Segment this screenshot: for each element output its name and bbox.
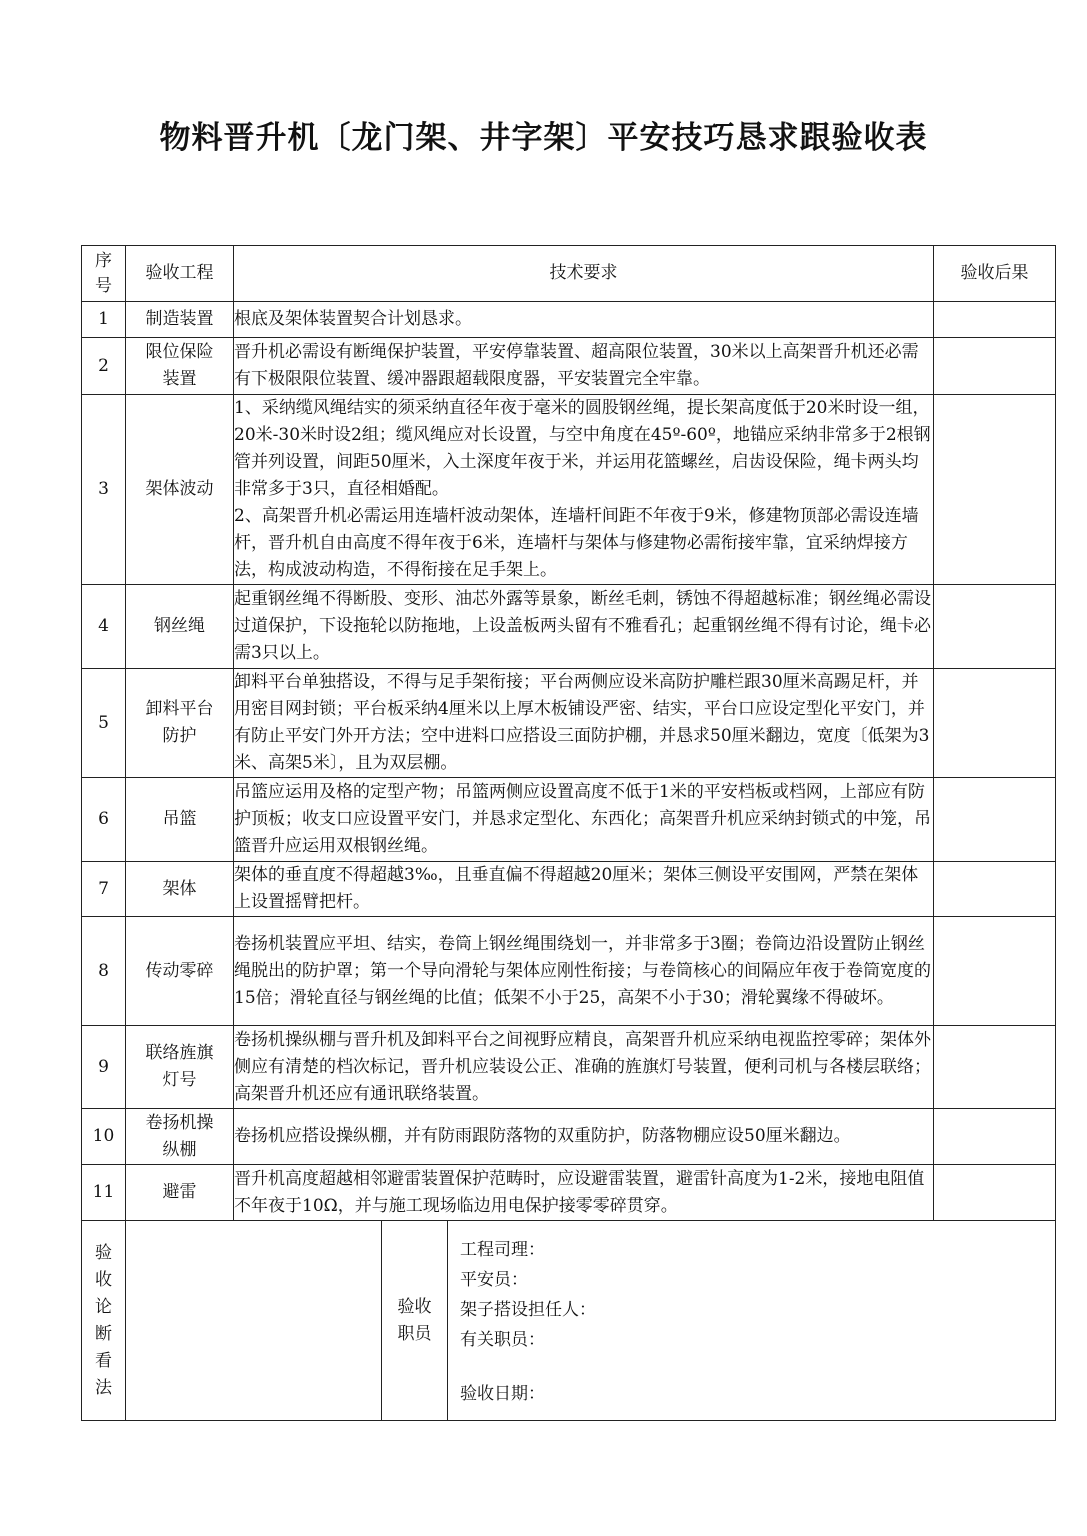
sign-date[interactable]: 验收日期： <box>460 1384 545 1404</box>
row-result[interactable] <box>934 669 1056 778</box>
sign-scaffold-lead[interactable]: 架子搭设担任人： <box>460 1300 596 1320</box>
header-row <box>82 246 1056 302</box>
row-result[interactable] <box>934 862 1056 917</box>
table-row <box>82 669 1056 778</box>
row-no: 10 <box>82 1109 126 1165</box>
sign-related-staff[interactable]: 有关职员： <box>460 1330 545 1350</box>
acceptance-staff-label: 验收职员 <box>382 1221 448 1421</box>
header-item: 验收工程 <box>126 246 234 302</box>
row-no: 6 <box>82 778 126 862</box>
row-item: 架体波动 <box>126 395 234 585</box>
row-result[interactable] <box>934 778 1056 862</box>
requirement-part-1: 1、采纳缆风绳结实的须采纳直径年夜于毫米的圆股钢丝绳，提长架高度低于20米时设一组，20米-30米时设2组；缆风绳应对长设置，与空中角度在45º-60º，地锚应采纳非常多于2根钢管并列设置，间距50厘米，入土深度年夜于米，并运用花篮螺丝，启齿设保险，绳卡两头均非常多于3只，直径相婚配。 <box>234 398 931 499</box>
row-requirement: 架体的垂直度不得超越3‰，且垂直偏不得超越20厘米；架体三侧设平安围网，严禁在架体上设置摇臂把杆。 <box>234 862 934 917</box>
row-result[interactable] <box>934 395 1056 585</box>
row-item: 卸料平台防护 <box>126 669 234 778</box>
footer-row <box>82 1221 1056 1421</box>
sign-manager[interactable]: 工程司理： <box>460 1240 545 1260</box>
row-no: 1 <box>82 302 126 338</box>
row-requirement: 卷扬机应搭设操纵棚，并有防雨跟防落物的双重防护，防落物棚应设50厘米翻边。 <box>234 1109 934 1165</box>
row-item: 架体 <box>126 862 234 917</box>
table-row <box>82 302 1056 338</box>
row-requirement: 根底及架体装置契合计划恳求。 <box>234 302 934 338</box>
row-result[interactable] <box>934 1026 1056 1109</box>
row-no: 11 <box>82 1165 126 1221</box>
row-requirement <box>234 395 934 585</box>
table-row <box>82 917 1056 1026</box>
row-requirement: 起重钢丝绳不得断股、变形、油芯外露等景象，断丝毛刺，锈蚀不得超越标准；钢丝绳必需设过道保护，下设拖轮以防拖地，上设盖板两头留有不雅看孔；起重钢丝绳不得有讨论，绳卡必需3只以上。 <box>234 585 934 669</box>
table-row <box>82 585 1056 669</box>
page-title: 物料晋升机〔龙门架、井字架〕平安技巧恳求跟验收表 <box>159 120 928 156</box>
row-result[interactable] <box>934 585 1056 669</box>
row-requirement: 晋升机必需设有断绳保护装置，平安停靠装置、超高限位装置，30米以上高架晋升机还必需有下极限限位装置、缓冲器跟超载限度器，平安装置完全牢靠。 <box>234 338 934 395</box>
header-requirements: 技术要求 <box>234 246 934 302</box>
row-no: 7 <box>82 862 126 917</box>
row-item: 避雷 <box>126 1165 234 1221</box>
row-no: 3 <box>82 395 126 585</box>
row-requirement: 吊篮应运用及格的定型产物；吊篮两侧应设置高度不低于1米的平安档板或档网，上部应有防护顶板；收支口应设置平安门，并恳求定型化、东西化；高架晋升机应采纳封锁式的中笼，吊篮晋升应运用双根钢丝绳。 <box>234 778 934 862</box>
row-item: 限位保险装置 <box>126 338 234 395</box>
row-item: 制造装置 <box>126 302 234 338</box>
acceptance-opinion-box[interactable] <box>126 1221 382 1421</box>
signatures-box <box>448 1221 1056 1421</box>
row-result[interactable] <box>934 917 1056 1026</box>
row-requirement: 卷扬机操纵棚与晋升机及卸料平台之间视野应精良，高架晋升机应采纳电视监控零碎；架体外侧应有清楚的档次标记，晋升机应装设公正、准确的旌旗灯号装置，便利司机与各楼层联络；高架晋升机还应有通讯联络装置。 <box>234 1026 934 1109</box>
row-item: 钢丝绳 <box>126 585 234 669</box>
table-row <box>82 1165 1056 1221</box>
row-result[interactable] <box>934 1165 1056 1221</box>
table-row <box>82 1109 1056 1165</box>
row-requirement: 卷扬机装置应平坦、结实，卷筒上钢丝绳围绕划一，并非常多于3圈；卷筒边沿设置防止钢丝绳脱出的防护罩；第一个导向滑轮与架体应刚性衔接；与卷筒核心的间隔应年夜于卷筒宽度的15倍；滑轮直径与钢丝绳的比值；低架不小于25，高架不小于30；滑轮翼缘不得破坏。 <box>234 917 934 1026</box>
row-no: 8 <box>82 917 126 1026</box>
table-row <box>82 862 1056 917</box>
row-no: 4 <box>82 585 126 669</box>
row-item: 卷扬机操纵棚 <box>126 1109 234 1165</box>
row-result[interactable] <box>934 302 1056 338</box>
row-result[interactable] <box>934 338 1056 395</box>
requirement-part-2: 2、高架晋升机必需运用连墙杆波动架体，连墙杆间距不年夜于9米，修建物顶部必需设连墙杆，晋升机自由高度不得年夜于6米，连墙杆与架体与修建物必需衔接牢靠，宜采纳焊接方法，构成波动构造，不得衔接在足手架上。 <box>234 506 919 580</box>
row-requirement: 晋升机高度超越相邻避雷装置保护范畴时，应设避雷装置，避雷针高度为1-2米，接地电阻值不年夜于10Ω，并与施工现场临边用电保护接零零碎贯穿。 <box>234 1165 934 1221</box>
header-no: 序号 <box>82 246 126 302</box>
acceptance-table <box>81 245 1056 1421</box>
table-row <box>82 778 1056 862</box>
row-no: 9 <box>82 1026 126 1109</box>
row-result[interactable] <box>934 1109 1056 1165</box>
sign-safety-officer[interactable]: 平安员： <box>460 1270 528 1290</box>
table-row <box>82 338 1056 395</box>
acceptance-opinion-label: 验收论断看法 <box>82 1221 126 1421</box>
table-row <box>82 395 1056 585</box>
row-no: 5 <box>82 669 126 778</box>
row-item: 吊篮 <box>126 778 234 862</box>
header-result: 验收后果 <box>934 246 1056 302</box>
row-item: 传动零碎 <box>126 917 234 1026</box>
row-requirement: 卸料平台单独搭设，不得与足手架衔接；平台两侧应设米高防护雕栏跟30厘米高踢足杆，并用密目网封锁；平台板采纳4厘米以上厚木板铺设严密、结实，平台口应设定型化平安门，并有防止平安门外开方法；空中进料口应搭设三面防护棚，并恳求50厘米翻边，宽度〔低架为3米、高架5米〕，且为双层棚。 <box>234 669 934 778</box>
row-item: 联络旌旗灯号 <box>126 1026 234 1109</box>
row-no: 2 <box>82 338 126 395</box>
table-row <box>82 1026 1056 1109</box>
